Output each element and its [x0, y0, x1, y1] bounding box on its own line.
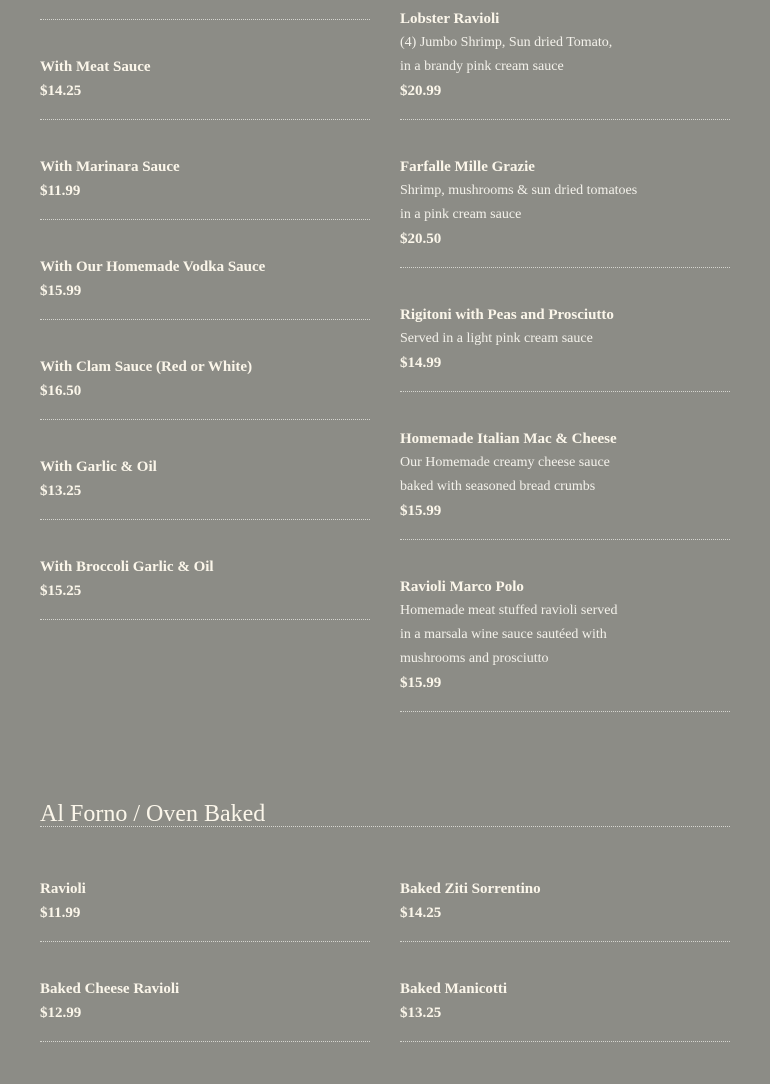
menu-item-description: (4) Jumbo Shrimp, Sun dried Tomato,	[400, 35, 613, 50]
menu-item-description: in a marsala wine sauce sautéed with	[400, 627, 607, 642]
menu-divider	[40, 19, 370, 20]
menu-divider	[40, 519, 370, 520]
menu-item-price: $13.25	[40, 483, 82, 499]
menu-divider	[400, 391, 730, 392]
menu-item-price: $13.25	[400, 1005, 442, 1021]
menu-item	[40, 977, 370, 1025]
menu-item-name: With Meat Sauce	[40, 59, 151, 75]
menu-item-price: $15.99	[400, 503, 442, 519]
menu-item-description: Served in a light pink cream sauce	[400, 331, 593, 346]
menu-item-name: With Clam Sauce (Red or White)	[40, 359, 253, 375]
menu-item-name: Farfalle Mille Grazie	[400, 159, 535, 175]
menu-item-name: Rigitoni with Peas and Prosciutto	[400, 307, 614, 323]
menu-item-price: $11.99	[40, 183, 81, 199]
menu-item	[40, 877, 370, 925]
menu-item-name: With Marinara Sauce	[40, 159, 180, 175]
menu-divider	[400, 1041, 730, 1042]
menu-item	[40, 155, 370, 203]
section-divider	[40, 826, 730, 827]
menu-item-name: Baked Manicotti	[400, 981, 508, 997]
menu-item-price: $16.50	[40, 383, 82, 399]
menu-item-price: $20.99	[400, 83, 442, 99]
menu-item	[40, 455, 370, 503]
menu-divider	[40, 319, 370, 320]
menu-divider	[400, 941, 730, 942]
menu-divider	[400, 267, 730, 268]
menu-item	[400, 155, 730, 251]
menu-item-description: Our Homemade creamy cheese sauce	[400, 455, 610, 470]
menu-item-name: With Broccoli Garlic & Oil	[40, 559, 214, 575]
menu-item	[40, 555, 370, 603]
menu-item-description: in a brandy pink cream sauce	[400, 59, 564, 74]
menu-divider	[40, 619, 370, 620]
menu-divider	[40, 219, 370, 220]
section-title: Al Forno / Oven Baked	[40, 801, 266, 827]
menu-item-description: Homemade meat stuffed ravioli served	[400, 603, 618, 618]
menu-item	[400, 977, 730, 1025]
menu-item	[40, 55, 370, 103]
menu-item-description: baked with seasoned bread crumbs	[400, 479, 596, 494]
menu-item-name: With Our Homemade Vodka Sauce	[40, 259, 266, 275]
menu-divider	[400, 119, 730, 120]
menu-item	[400, 877, 730, 925]
menu-item-price: $14.25	[40, 83, 82, 99]
menu-item	[400, 303, 730, 375]
menu-item-name: Homemade Italian Mac & Cheese	[400, 431, 617, 447]
menu-item-name: Baked Cheese Ravioli	[40, 981, 180, 997]
menu-item-name: Ravioli	[40, 881, 86, 897]
menu-item-description: Shrimp, mushrooms & sun dried tomatoes	[400, 183, 638, 198]
menu-item-price: $15.99	[40, 283, 82, 299]
menu-item	[400, 7, 730, 103]
menu-item-description: in a pink cream sauce	[400, 207, 522, 222]
menu-divider	[40, 119, 370, 120]
menu-item-name: Lobster Ravioli	[400, 11, 500, 27]
menu-divider	[40, 941, 370, 942]
menu-item-name: Ravioli Marco Polo	[400, 579, 524, 595]
menu-item-description: mushrooms and prosciutto	[400, 651, 549, 666]
menu-divider	[40, 419, 370, 420]
menu-item	[400, 427, 730, 523]
menu-item-price: $11.99	[40, 905, 81, 921]
menu-item-price: $14.99	[400, 355, 442, 371]
menu-divider	[400, 711, 730, 712]
menu-item-price: $12.99	[40, 1005, 82, 1021]
menu-divider	[40, 1041, 370, 1042]
menu-divider	[400, 539, 730, 540]
menu-item	[40, 255, 370, 303]
menu-item	[40, 355, 370, 403]
menu-item-price: $20.50	[400, 231, 442, 247]
menu-item-price: $15.99	[400, 675, 442, 691]
menu-item-price: $15.25	[40, 583, 82, 599]
menu-item-name: With Garlic & Oil	[40, 459, 157, 475]
menu-item	[400, 575, 730, 695]
menu-item-name: Baked Ziti Sorrentino	[400, 881, 541, 897]
menu-item-price: $14.25	[400, 905, 442, 921]
